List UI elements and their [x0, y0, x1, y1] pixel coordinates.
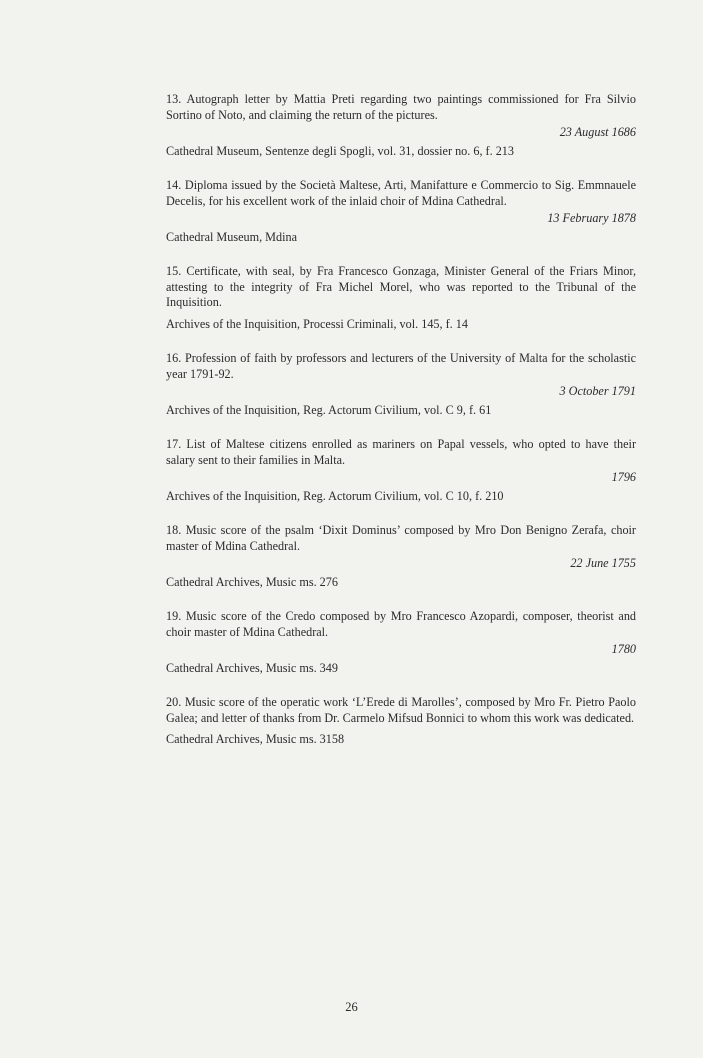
entry-date: 1780: [611, 642, 636, 656]
entry-text: Profession of faith by professors and lecturers of the University of Malta for the scholastic year 1791-92.: [166, 351, 637, 381]
entry-source: Cathedral Archives, Music ms. 3158: [166, 732, 345, 746]
entry-source: Cathedral Archives, Music ms. 276: [166, 574, 338, 589]
entry-number: 13.: [166, 92, 182, 106]
entry-date: 1796: [611, 470, 636, 484]
entry-number: 16.: [166, 351, 182, 365]
entry-description: [166, 523, 636, 554]
entry-text: Music score of the operatic work ‘L’Erede di Marolles’, composed by Mro Fr. Pietro Paolo Galea; and letter of thanks from Dr. Carmelo Mifsud Bonnici to whom this work was dedicated.: [166, 695, 636, 725]
entry-description: [166, 178, 636, 209]
entry-text: Certificate, with seal, by Fra Francesco Gonzaga, Minister General of the Friars Minor, attesting to the integrity of Fra Michel Morel, who was reported to the Tribunal of the Inquisition.: [166, 264, 637, 309]
entry-date: 13 February 1878: [547, 211, 636, 225]
entry-date: 23 August 1686: [559, 125, 636, 139]
entry-text: Music score of the Credo composed by Mro Francesco Azopardi, composer, theorist and choir master of Mdina Cathedral.: [166, 609, 637, 639]
entry-date: 3 October 1791: [559, 384, 636, 398]
entry-description: [166, 92, 636, 123]
catalogue-entry: [166, 695, 636, 748]
entry-source: Archives of the Inquisition, Processi Criminali, vol. 145, f. 14: [166, 316, 468, 331]
entry-text: Music score of the psalm ‘Dixit Dominus’ composed by Mro Don Benigno Zerafa, choir master of Mdina Cathedral.: [166, 523, 636, 553]
catalogue-list: [166, 92, 636, 767]
entry-number: 19.: [166, 609, 182, 623]
entry-text: Autograph letter by Mattia Preti regarding two paintings commissioned for Fra Silvio Sortino of Noto, and claiming the return of the pictures.: [166, 92, 636, 122]
entry-source: Archives of the Inquisition, Reg. Actorum Civilium, vol. C 10, f. 210: [166, 488, 504, 503]
entry-number: 17.: [166, 437, 182, 451]
entry-number: 18.: [166, 523, 182, 537]
catalogue-entry: [166, 609, 636, 676]
entry-description: [166, 609, 636, 640]
entry-source: Cathedral Museum, Mdina: [166, 229, 297, 244]
catalogue-entry: [166, 264, 636, 332]
entry-text: Diploma issued by the Società Maltese, Arti, Manifatture e Commercio to Sig. Emmnauele Decelis, for his excellent work of the inlaid choir of Mdina Cathedral.: [166, 178, 637, 208]
entry-number: 15.: [166, 264, 182, 278]
catalogue-entry: [166, 178, 636, 245]
entry-number: 20.: [166, 695, 182, 709]
entry-number: 14.: [166, 178, 182, 192]
catalogue-entry: [166, 351, 636, 418]
entry-source: Archives of the Inquisition, Reg. Actorum Civilium, vol. C 9, f. 61: [166, 402, 492, 417]
catalogue-entry: [166, 437, 636, 504]
entry-description: [166, 351, 636, 382]
entry-text: List of Maltese citizens enrolled as mariners on Papal vessels, who opted to have their salary sent to their families in Malta.: [166, 437, 636, 467]
entry-description: [166, 437, 636, 468]
entry-description: [166, 264, 636, 311]
entry-description: [166, 695, 636, 726]
catalogue-entry: [166, 92, 636, 159]
page-number: 26: [345, 1000, 358, 1014]
catalogue-entry: [166, 523, 636, 590]
entry-source: Cathedral Archives, Music ms. 349: [166, 660, 338, 675]
entry-source: Cathedral Museum, Sentenze degli Spogli, vol. 31, dossier no. 6, f. 213: [166, 143, 514, 158]
entry-date: 22 June 1755: [570, 556, 636, 570]
